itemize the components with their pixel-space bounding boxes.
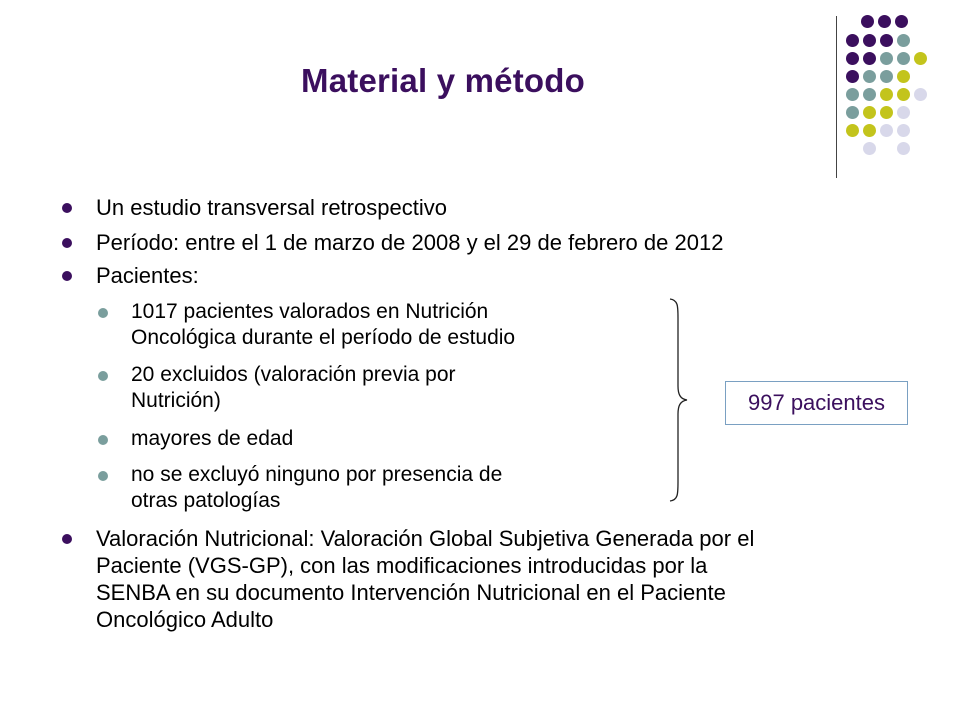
bullet-item — [96, 194, 447, 221]
patient-count-box: 997 pacientes — [725, 381, 908, 425]
decor-dot — [897, 124, 910, 137]
bullet-text-line: Valoración Nutricional: Valoración Global Subjetiva Generada por el — [96, 526, 755, 551]
sub-bullet-text-line: Nutrición) — [131, 389, 221, 412]
sub-bullet-item — [131, 462, 502, 514]
decor-dot — [897, 34, 910, 47]
decor-dot — [863, 88, 876, 101]
sub-bullet-text-line: mayores de edad — [131, 427, 294, 450]
decor-dot — [846, 70, 859, 83]
decor-dot — [880, 34, 893, 47]
decorative-dot-grid — [846, 12, 946, 157]
sub-bullet-text-line: Oncológica durante el período de estudio — [131, 326, 516, 349]
bullet-item — [96, 229, 723, 256]
decor-dot — [846, 34, 859, 47]
sub-bullet-text-line: otras patologías — [131, 489, 281, 512]
sub-bullet-item — [131, 362, 456, 414]
bullet-text: Período: entre el 1 de marzo de 2008 y el 29 de febrero de 2012 — [96, 230, 724, 255]
sub-bullet-item — [131, 426, 293, 452]
decor-dot — [897, 70, 910, 83]
bullet-dot — [62, 203, 72, 213]
decor-dot — [846, 106, 859, 119]
decor-dot — [880, 70, 893, 83]
right-curly-brace — [668, 298, 692, 502]
decor-dot — [897, 52, 910, 65]
sub-bullet-text-line: 20 excluidos (valoración previa por — [131, 363, 456, 386]
bullet-text-line: Oncológico Adulto — [96, 607, 274, 632]
bullet-dot — [62, 238, 72, 248]
sub-bullet-text-line: no se excluyó ninguno por presencia de — [131, 463, 503, 486]
decor-dot — [880, 124, 893, 137]
sub-bullet-item — [131, 299, 515, 351]
bullet-item — [96, 525, 754, 633]
sub-bullet-dot — [98, 308, 108, 318]
decor-dot — [846, 88, 859, 101]
decor-dot — [846, 124, 859, 137]
decor-dot — [897, 106, 910, 119]
decor-dot — [863, 52, 876, 65]
bullet-text-line: Paciente (VGS-GP), con las modificaciones introducidas por la — [96, 553, 708, 578]
decor-dot — [880, 106, 893, 119]
decor-dot — [895, 15, 908, 28]
decor-dot — [897, 142, 910, 155]
sub-bullet-dot — [98, 371, 108, 381]
bullet-dot — [62, 534, 72, 544]
slide-title: Material y método — [301, 62, 585, 99]
decor-dot — [880, 88, 893, 101]
decor-dot — [863, 124, 876, 137]
decor-dot — [863, 70, 876, 83]
decor-dot — [914, 88, 927, 101]
decor-dot — [880, 52, 893, 65]
decor-dot — [863, 142, 876, 155]
bullet-dot — [62, 271, 72, 281]
decor-dot — [863, 106, 876, 119]
bullet-item — [96, 262, 199, 289]
decor-dot — [878, 15, 891, 28]
vertical-divider — [836, 16, 837, 178]
sub-bullet-text-line: 1017 pacientes valorados en Nutrición — [131, 300, 489, 323]
sub-bullet-dot — [98, 435, 108, 445]
decor-dot — [863, 34, 876, 47]
decor-dot — [897, 88, 910, 101]
bullet-text: Un estudio transversal retrospectivo — [96, 195, 447, 220]
decor-dot — [846, 52, 859, 65]
decor-dot — [914, 52, 927, 65]
sub-bullet-dot — [98, 471, 108, 481]
bullet-text: Pacientes: — [96, 263, 199, 288]
bullet-text-line: SENBA en su documento Intervención Nutricional en el Paciente — [96, 580, 726, 605]
decor-dot — [861, 15, 874, 28]
